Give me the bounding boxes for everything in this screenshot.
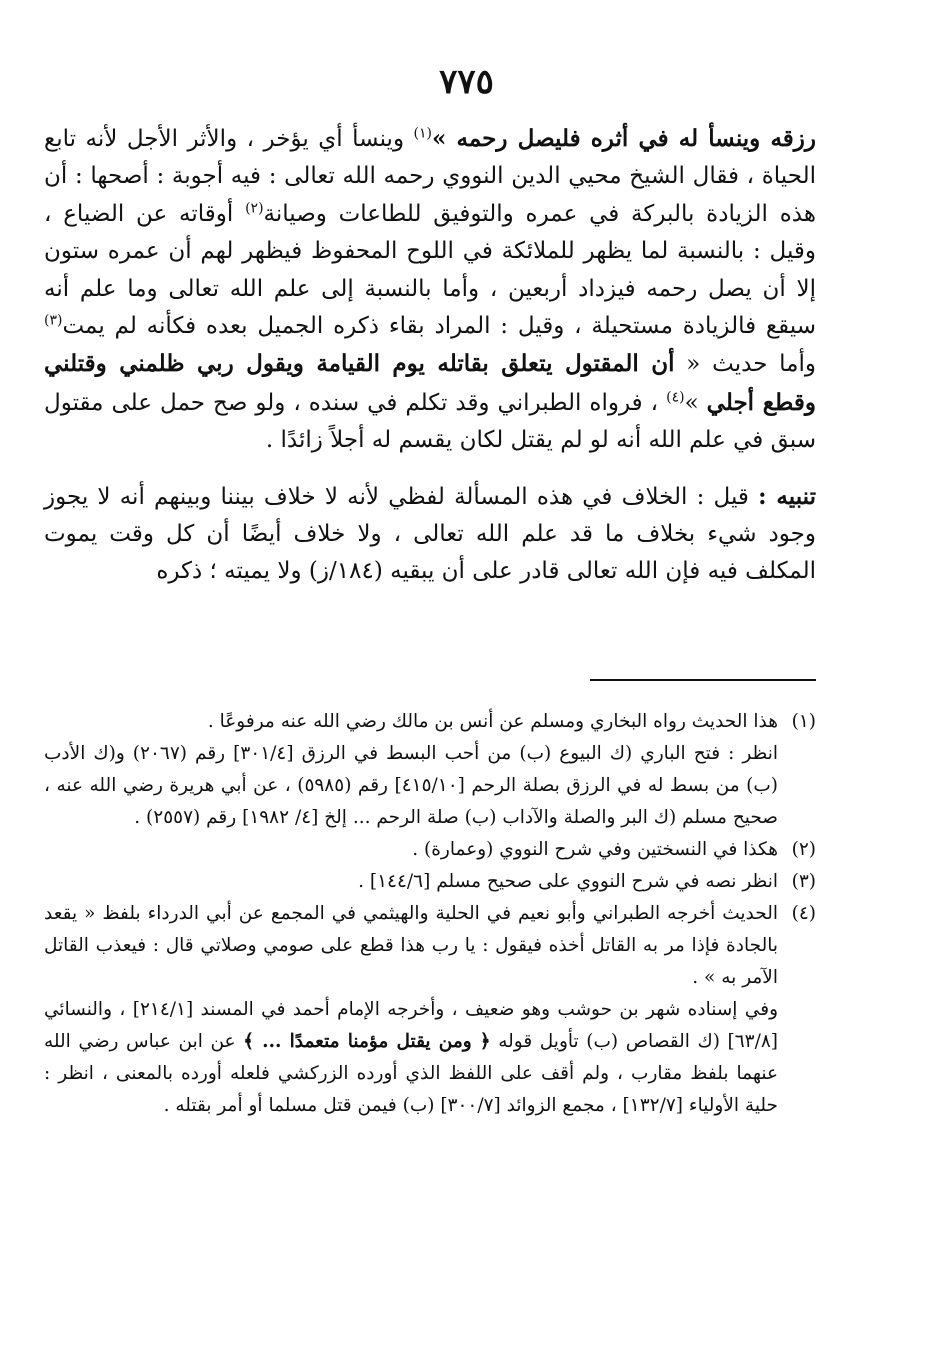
footnote-text: وفي إسناده شهر بن حوشب وهو ضعيف ، وأخرجه الإمام أحمد في المسند [٢١٤/١] ، والنسائي [٦٣/٨] (ك القصاص (ب) تأويل قوله — [44, 999, 779, 1052]
paragraph-2 — [44, 478, 816, 591]
footnote-separator — [590, 679, 816, 681]
footnote-line: هذا الحديث رواه البخاري ومسلم عن أنس بن مالك رضي الله عنه مرفوعًا . — [207, 711, 778, 732]
paragraph-1-text-d: » — [684, 389, 707, 416]
paragraph-1-text-b: أوقاته عن الضياع ، وقيل : بالنسبة لما يظهر للملائكة في اللوح المحفوظ فيظهر لهم أن عمره ستون إلا أن يصل رحمه فيزداد أربعين ، وأما بالنسبة إلى علم الله تعالى وما علم أنه سيقع فالزيادة مستحيلة ، وقيل : المراد بقاء ذكره الجميل بعده فكأنه لم يمت — [44, 200, 816, 340]
footnote-2 — [44, 834, 816, 866]
quran-verse: ﴿ ومن يقتل مؤمنا متعمدًا ... ﴾ — [243, 1031, 491, 1052]
paragraph-1-text-e: ، فرواه الطبراني وقد تكلم في سنده ، ولو صح حمل على مقتول سبق في علم الله أنه لو لم يقتل لكان يقسم له أجلاً زائدًا . — [44, 389, 816, 454]
footnote-ref-3: (٣) — [44, 312, 63, 329]
footnote-text: عن ابن عباس رضي الله عنهما بلفظ مقارب ، ولم أقف على اللفظ الذي أورده الزركشي فلعله أورده بالمعنى ، انظر : حلية الأولياء [١٣٢/٧] ، مجمع الزوائد [٣٠٠/٧] (ب) فيمن قتل مسلما أو أمر بقتله . — [44, 1031, 778, 1116]
footnote-1 — [44, 706, 816, 834]
footnote-line: الحديث أخرجه الطبراني وأبو نعيم في الحلية والهيثمي في المجمع عن أبي الدرداء بلفظ « يقعد بالجادة فإذا مر به القاتل أخذه فيقول : يا رب هذا قطع على صومي وصلاتي قال : فيعذب القاتل الآمر به » . — [44, 903, 778, 988]
footnotes — [44, 706, 816, 1122]
hadith-text-bold-2: أن المقتول يتعلق بقاتله يوم القيامة ويقول ربي ظلمني وقتلني وقطع أجلي — [44, 350, 816, 416]
note-label: تنبيه : — [758, 482, 816, 510]
main-text — [44, 120, 816, 591]
paragraph-2-text: قيل : الخلاف في هذه المسألة لفظي لأنه لا خلاف بيننا وبينهم أنه لا يجوز وجود شيء بخلاف ما قد علم الله تعالى ، ولا خلاف أيضًا أن كل وقت يموت المكلف فيه فإن الله تعالى قادر على أن يبقيه (١٨٤/ز) ولا يميته ؛ ذكره — [44, 483, 816, 585]
footnote-ref-2: (٢) — [245, 200, 264, 217]
paragraph-1 — [44, 120, 816, 460]
hadith-text-bold: رزقه وينسأ له في أثره فليصل رحمه » — [432, 125, 816, 152]
footnote-line — [44, 994, 778, 1122]
page-number: ٧٧٥ — [439, 62, 494, 102]
footnote-number: (٣) — [791, 871, 816, 892]
footnote-ref-1: (١) — [413, 125, 432, 142]
footnote-line: انظر : فتح الباري (ك البيوع (ب) من أحب البسط في الرزق [٣٠١/٤] رقم (٢٠٦٧) و(ك الأدب (ب) من بسط له في الرزق بصلة الرحم [٤١٥/١٠] رقم (٥٩٨٥) ، عن أبي هريرة رضي الله عنه ، صحيح مسلم (ك البر والصلة والآداب (ب) صلة الرحم ... إلخ [٤/ ١٩٨٢] رقم (٢٥٥٧) . — [44, 743, 779, 828]
paragraph-1-text-a: وينسأ أي يؤخر ، والأثر الأجل لأنه تابع الحياة ، فقال الشيخ محيي الدين النووي رحمه الله تعالى : فيه أجوبة : أصحها : أن هذه الزيادة بالبركة في عمره والتوفيق للطاعات وصيانة — [44, 126, 816, 227]
footnote-ref-4: (٤) — [666, 389, 685, 406]
footnote-line: هكذا في النسختين وفي شرح النووي (وعمارة) . — [412, 839, 778, 860]
footnote-line: انظر نصه في شرح النووي على صحيح مسلم [١٤٤/٦] . — [358, 871, 778, 892]
footnote-4 — [44, 898, 816, 1122]
footnote-number: (٤) — [791, 903, 816, 924]
paragraph-1-text-c: وأما حديث « — [674, 351, 817, 378]
footnote-number: (٢) — [791, 839, 816, 860]
footnote-3 — [44, 866, 816, 898]
footnote-number: (١) — [791, 711, 816, 732]
